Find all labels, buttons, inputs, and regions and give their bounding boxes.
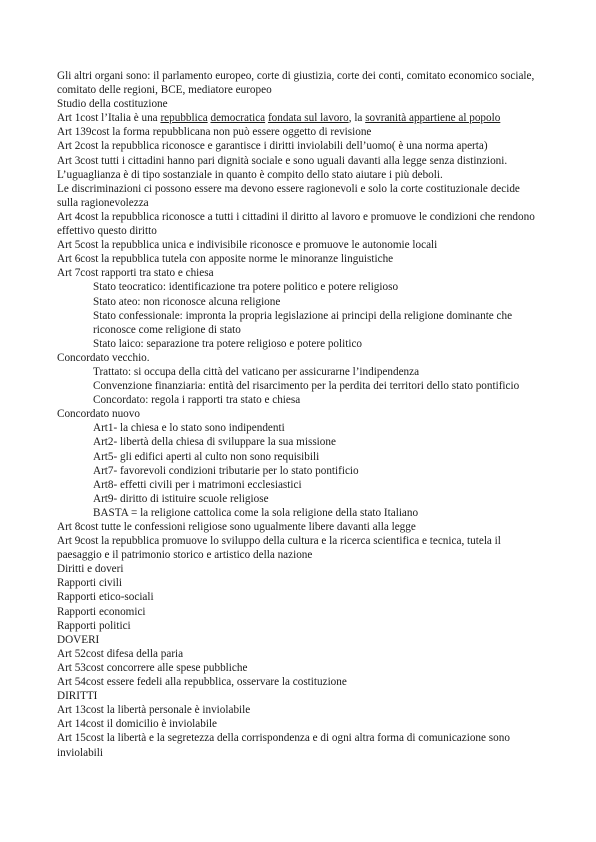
art1-repubblica: repubblica bbox=[160, 112, 208, 125]
art1-sovranita: sovranità appartiene al popolo bbox=[365, 112, 501, 125]
nuovo-item: Art5- gli edifici aperti al culto non sono requisibili bbox=[93, 450, 320, 463]
art1-prefix: Art 1cost l’Italia è una bbox=[57, 112, 161, 125]
dovere-item: Art 52cost difesa della paria bbox=[57, 647, 184, 660]
nuovo-item: Art8- effetti civili per i matrimoni ecclesiastici bbox=[93, 478, 302, 491]
art9-line: Art 9cost la repubblica promuove lo sviluppo della cultura e la ricerca scientifica e tecnica, tutela il paesaggio e il patrimonio storico e artistico della nazione bbox=[57, 535, 501, 562]
art8-line: Art 8cost tutte le confessioni religiose sono ugualmente libere davanti alla legge bbox=[57, 521, 416, 533]
rapporti-item: Rapporti civili bbox=[57, 577, 122, 590]
diritto-item: Art 14cost il domicilio è inviolabile bbox=[57, 718, 218, 731]
art6-line: Art 6cost la repubblica tutela con apposite norme le minoranze linguistiche bbox=[57, 253, 394, 266]
art139-line: Art 139cost la forma repubblicana non può essere oggetto di revisione bbox=[57, 126, 372, 139]
art4-line: Art 4cost la repubblica riconosce a tutti i cittadini il diritto al lavoro e promuove le condizioni che rendono effettivo questo diritto bbox=[57, 210, 535, 238]
diritto-item: Art 15cost la libertà e la segretezza della corrispondenza e di ogni altra forma di comunicazione sono inviolabili bbox=[57, 732, 510, 759]
concordato-nuovo-heading: Concordato nuovo bbox=[57, 408, 140, 421]
vecchio-item: Convenzione finanziaria: entità del risarcimento per la perdita dei territori dello stato pontificio bbox=[93, 380, 520, 393]
nuovo-item: Art1- la chiesa e lo stato sono indipendenti bbox=[93, 422, 285, 435]
stato-item: Stato confessionale: impronta la propria legislazione ai principi della religione dominante che riconosce come religione di stato bbox=[93, 309, 513, 336]
rapporti-item: Rapporti economici bbox=[57, 605, 146, 618]
art1-line bbox=[57, 111, 541, 125]
discriminazioni-line: Le discriminazioni ci possono essere ma devono essere ragionevoli e solo la corte costituzionale decide sulla ragionevolezza bbox=[57, 182, 520, 209]
art1-mid: , la bbox=[348, 112, 366, 125]
vecchio-item: Trattato: si occupa della città del vaticano per assicurarne l’indipendenza bbox=[93, 365, 420, 378]
nuovo-item: Art7- favorevoli condizioni tributarie per lo stato pontificio bbox=[93, 464, 359, 477]
art1-democratica: democratica bbox=[210, 112, 266, 125]
dovere-item: Art 53cost concorrere alle spese pubbliche bbox=[57, 661, 248, 674]
doveri-heading: DOVERI bbox=[57, 633, 100, 646]
concordato-vecchio-heading: Concordato vecchio. bbox=[57, 351, 150, 364]
diritti-doveri-heading: Diritti e doveri bbox=[57, 563, 124, 576]
rapporti-item: Rapporti etico-sociali bbox=[57, 591, 154, 604]
art2-line: Art 2cost la repubblica riconosce e garantisce i diritti inviolabili dell’uomo( è una norma aperta) bbox=[57, 140, 488, 153]
diritto-item: Art 13cost la libertà personale è inviolabile bbox=[57, 704, 251, 717]
studio-heading: Studio della costituzione bbox=[57, 98, 168, 111]
dovere-item: Art 54cost essere fedeli alla repubblica, osservare la costituzione bbox=[57, 676, 347, 689]
document-body bbox=[57, 69, 541, 760]
nuovo-item: Art2- libertà della chiesa di sviluppare la sua missione bbox=[93, 436, 336, 449]
art7-line: Art 7cost rapporti tra stato e chiesa bbox=[57, 267, 214, 280]
nuovo-item: BASTA = la religione cattolica come la sola religione della stato Italiano bbox=[93, 506, 419, 519]
stato-item: Stato ateo: non riconosce alcuna religione bbox=[93, 295, 281, 308]
stato-item: Stato laico: separazione tra potere religioso e potere politico bbox=[93, 337, 363, 350]
rapporti-item: Rapporti politici bbox=[57, 619, 131, 632]
art3-line: Art 3cost tutti i cittadini hanno pari dignità sociale e sono uguali davanti alla legge senza distinzioni. L’uguaglianza è di tipo sostanziale in quanto è compito dello stato aiutare i più deboli. bbox=[57, 154, 508, 181]
diritti-heading: DIRITTI bbox=[57, 690, 98, 703]
art1-fondata: fondata sul lavoro bbox=[267, 112, 349, 125]
vecchio-item: Concordato: regola i rapporti tra stato e chiesa bbox=[93, 394, 301, 407]
stato-item: Stato teocratico: identificazione tra potere politico e potere religioso bbox=[93, 281, 399, 294]
intro-paragraph: Gli altri organi sono: il parlamento europeo, corte di giustizia, corte dei conti, comitato economico sociale, comitato delle regioni, BCE, mediatore europeo bbox=[57, 70, 535, 97]
nuovo-item: Art9- diritto di istituire scuole religiose bbox=[93, 492, 269, 505]
art5-line: Art 5cost la repubblica unica e indivisibile riconosce e promuove le autonomie locali bbox=[57, 239, 438, 252]
